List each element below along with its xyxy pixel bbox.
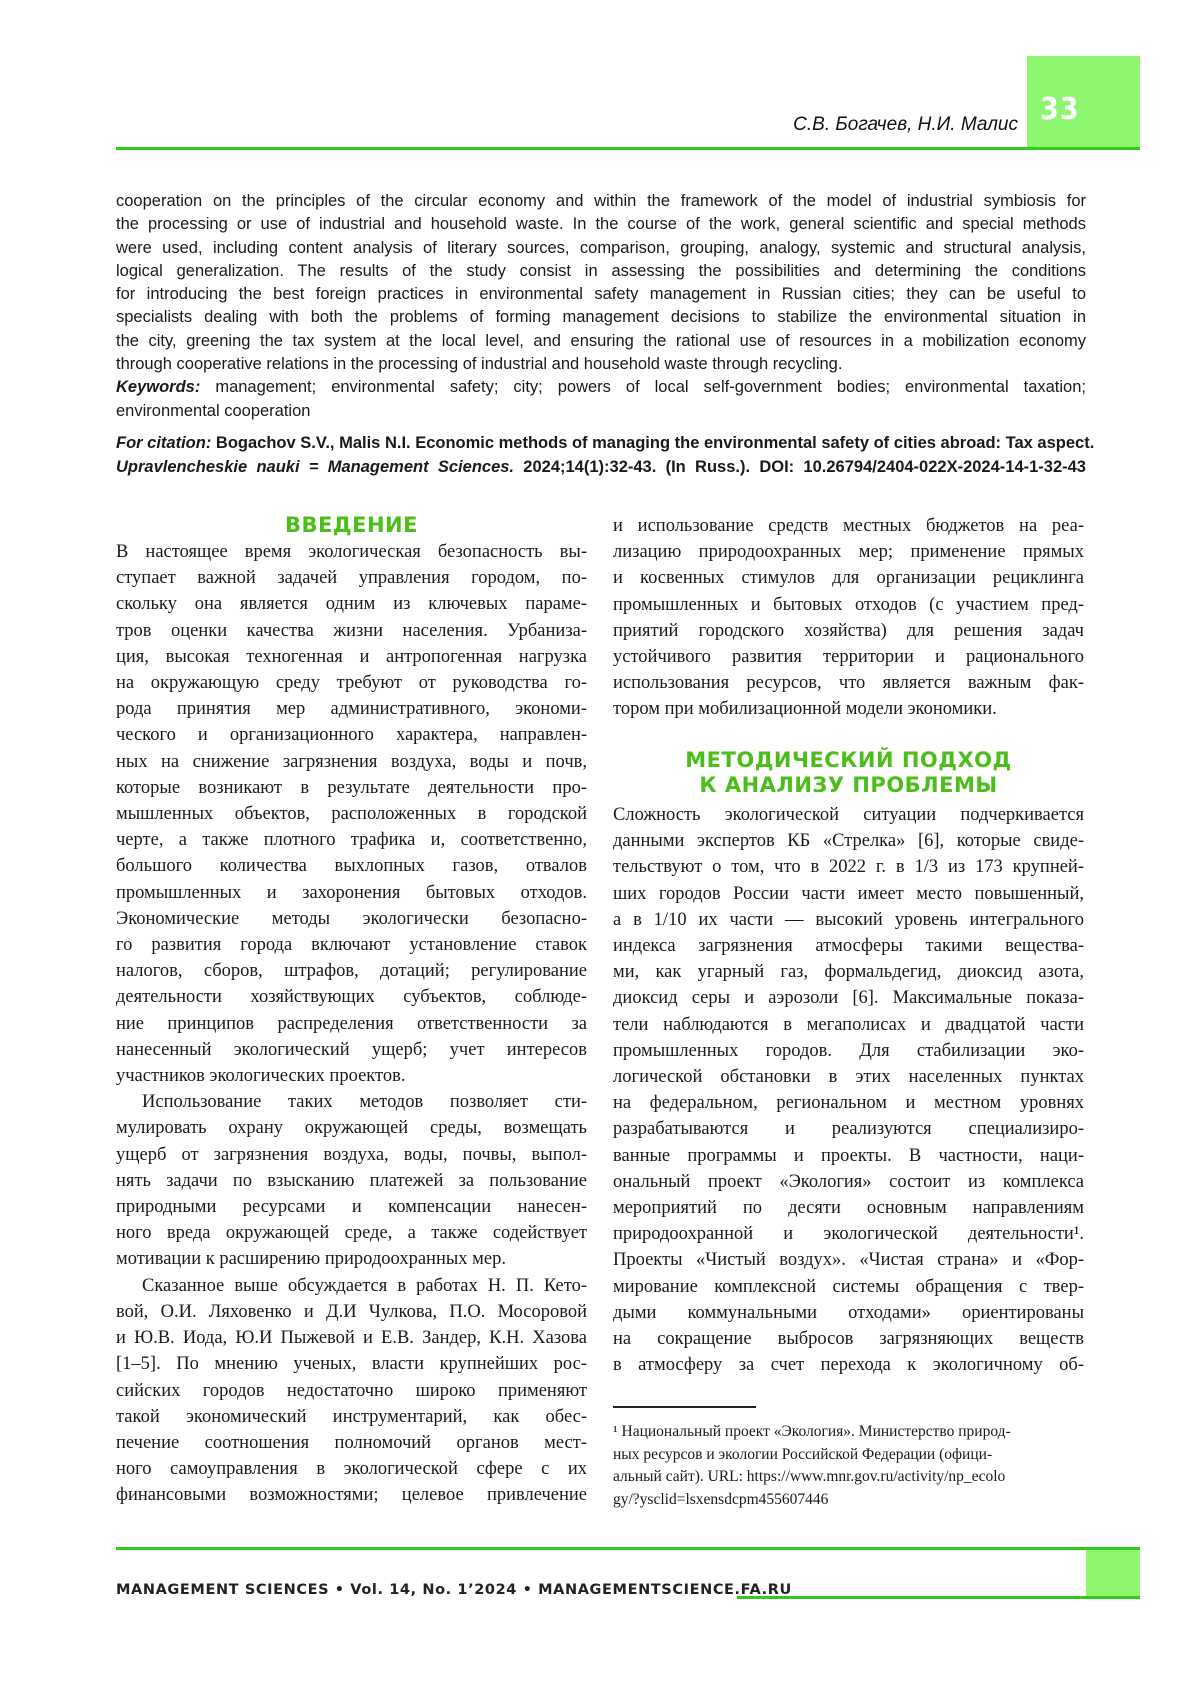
text-line: Экономические методы экологически безопасно- (116, 908, 587, 929)
text-line: природоохранной и экологической деятельности¹. (613, 1224, 1084, 1245)
text-line: cooperation on the principles of the circular economy and within the framework of the model of industrial symbiosis for (116, 192, 1086, 210)
citation (116, 431, 1095, 479)
text-line: logical generalization. The results of the study consist in assessing the possibilities and determining the conditions (116, 261, 1086, 280)
text-line: а в 1/10 их части — высокий уровень интегрального (613, 909, 1084, 930)
text-line: ние принципов распределения ответственности за (116, 1013, 587, 1034)
text-line: нанесенный экологический ущерб; учет интересов (116, 1039, 587, 1060)
text-line: в атмосферу за счет перехода к экологичному об- (613, 1355, 1084, 1376)
text-line: печение соотношения полномочий органов мест- (116, 1432, 587, 1453)
text-line: данными экспертов КБ «Стрелка» [6], которые свиде- (613, 831, 1084, 852)
text-line: ступает важной задачей управления городом, по- (116, 568, 587, 589)
text-line: которые возникают в результате деятельности про- (116, 777, 587, 798)
text-line: through cooperative relations in the processing of industrial and household waste through recycling. (116, 355, 843, 374)
text-line: the city, greening the tax system at the local level, and ensuring the rational use of resources in a mobilization economy (116, 331, 1086, 350)
right-column-method (613, 802, 1084, 1378)
text-line: ного вреда окружающей среде, а также содействует (116, 1223, 587, 1244)
text-line: Проекты «Чистый воздух». «Чистая страна» и «Фор- (613, 1250, 1084, 1271)
heading-line-1: МЕТОДИЧЕСКИЙ ПОДХОД (685, 748, 1012, 772)
text-line: устойчивого развития территории и рационального (613, 647, 1084, 668)
text-line: индекса загрязнения атмосферы такими вещества- (613, 936, 1084, 957)
paragraph (116, 1273, 587, 1509)
text-line: тором при мобилизационной модели экономики. (613, 699, 997, 720)
text-line: черте, а также плотного трафика и, соответственно, (116, 830, 587, 851)
text-line: нять задачи по взысканию платежей за пользование (116, 1170, 587, 1191)
left-column (116, 539, 587, 1509)
text-line: ущерб от загрязнения воздуха, воды, почвы, выпол- (116, 1144, 587, 1165)
text-line: ональный проект «Экология» состоит из комплекса (613, 1171, 1084, 1192)
text-line: и косвенных стимулов для организации рециклинга (613, 568, 1084, 589)
citation-line-1 (116, 431, 1095, 455)
text-line: большого количества выхлопных газов, отвалов (116, 856, 587, 877)
text-line: финансовыми возможностями; целевое привлечение (116, 1485, 587, 1506)
text-line: дыми коммунальными отходами» ориентированы (613, 1302, 1084, 1323)
right-column-continued (613, 513, 1084, 723)
text-line: лизацию природоохранных мер; применение прямых (613, 542, 1084, 563)
keywords-text: management; environmental safety; city; powers of local self-government bodies; environmental taxation; (200, 378, 1086, 397)
text-line: Сказанное выше обсуждается в работах Н. П. Кето- (142, 1275, 587, 1296)
text-line: мулировать охрану окружающей среды, возмещать (116, 1118, 587, 1139)
keywords-line (116, 376, 1086, 399)
text-line: ванные программы и проекты. В частности, наци- (613, 1145, 1084, 1166)
text-line: мотивации к расширению природоохранных мер. (116, 1249, 506, 1270)
paragraph (116, 539, 587, 1089)
text-line: такой экономический инструментарий, как обес- (116, 1406, 587, 1427)
text-line: мышленных объектов, расположенных в городской (116, 804, 587, 825)
text-line: на сокращение выбросов загрязняющих веществ (613, 1329, 1084, 1350)
text-line: скольку она является одним из ключевых параме- (116, 594, 587, 615)
text-line: диоксид серы и аэрозоли [6]. Максимальные показа- (613, 988, 1084, 1009)
footnote (613, 1421, 1084, 1512)
text-line: налогов, сборов, штрафов, дотаций; регулирование (116, 961, 587, 982)
text-line: [1–5]. По мнению ученых, власти крупнейших рос- (116, 1354, 587, 1375)
running-header-authors: С.В. Богачев, Н.И. Малис (793, 114, 1018, 135)
text-line: specialists dealing with both the problems of forming management decisions to stabilize the environmental situation in (116, 308, 1086, 327)
footer-rule (116, 1547, 1140, 1550)
text-line: на окружающую среду требуют от руководства го- (116, 673, 587, 694)
text-line: альный сайт). URL: https://www.mnr.gov.ru/activity/np_ecolo (613, 1468, 1006, 1486)
text-line: деятельности хозяйствующих субъектов, соблюде- (116, 987, 587, 1008)
text-line: ных ресурсов и экологии Российской Федерации (офици- (613, 1445, 993, 1463)
text-line: were used, including content analysis of literary sources, comparison, grouping, analogy, systemic and structural analysis, (116, 238, 1086, 257)
text-line: Использование таких методов позволяет сти- (142, 1092, 587, 1113)
citation-text: Bogachov S.V., Malis N.I. Economic methods of managing the environmental safety of cities abroad: Tax aspect. (211, 434, 1095, 452)
citation-journal: Upravlencheskie nauki = Management Sciences. (116, 458, 515, 476)
text-line: и использование средств местных бюджетов на реа- (613, 516, 1084, 536)
text-line: ция, высокая техногенная и антропогенная нагрузка (116, 646, 587, 667)
text-line: приятий городского хозяйства) для решения задач (613, 620, 1084, 641)
page-number: 33 (1040, 92, 1080, 127)
text-line: рода принятия мер административного, экономи- (116, 699, 587, 720)
text-line: на федеральном, региональном и местном уровнях (613, 1093, 1084, 1114)
citation-doi: 2024;14(1):32-43. (In Russ.). DOI: 10.26794/2404-022X-2024-14-1-32-43 (514, 458, 1086, 476)
footer-box (1086, 1550, 1140, 1598)
text-line: В настоящее время экологическая безопасность вы- (116, 542, 587, 562)
text-line: и Ю.В. Иода, Ю.И Пыжевой и Е.В. Зандер, К.Н. Хазова (116, 1328, 587, 1349)
text-line: вой, О.И. Ляховенко и Д.И Чулкова, П.О. Мосоровой (116, 1301, 587, 1322)
footer-line (737, 1596, 1140, 1599)
text-line: ных на снижение загрязнения воздуха, воды и почв, (116, 751, 587, 772)
text-line: тели наблюдаются в мегаполисах и двадцатой части (613, 1014, 1084, 1035)
text-line: ного самоуправления в экологической сфере с их (116, 1459, 587, 1480)
heading-line-2: К АНАЛИЗУ ПРОБЛЕМЫ (699, 773, 998, 797)
text-line: промышленных и бытовых отходов (с участием пред- (613, 594, 1084, 615)
section-heading-method (613, 748, 1084, 798)
text-line: го развития города включают установление ставок (116, 935, 587, 956)
header-rule (116, 147, 1140, 150)
section-heading-introduction: ВВЕДЕНИЕ (285, 513, 418, 537)
text-line: Сложность экологической ситуации подчеркивается (613, 805, 1084, 825)
paragraph (116, 1089, 587, 1272)
text-line: the processing or use of industrial and household waste. In the course of the work, general scientific and special methods (116, 215, 1086, 234)
text-line: мероприятий по десяти основным направлениям (613, 1198, 1084, 1219)
text-line: ми, как угарный газ, формальдегид, диоксид азота, (613, 962, 1084, 983)
abstract-lines (116, 190, 1086, 376)
text-line: for introducing the best foreign practices in environmental safety management in Russian cities; they can be useful to (116, 285, 1086, 304)
keywords-line-2: environmental cooperation (116, 401, 311, 420)
footnote-rule (613, 1406, 756, 1408)
text-line: мирование комплексной системы обращения с твер- (613, 1276, 1084, 1297)
text-line: промышленных городов. Для стабилизации эко- (613, 1040, 1084, 1061)
citation-label: For citation: (116, 434, 212, 452)
text-line: gy/?ysclid=lsxensdcpm455607446 (613, 1491, 829, 1509)
text-line: ¹ Национальный проект «Экология». Министерство природ- (613, 1423, 1011, 1440)
citation-line-2 (116, 455, 1086, 479)
text-line: использования ресурсов, что является важным фак- (613, 673, 1084, 694)
abstract (116, 190, 1086, 423)
journal-footer: MANAGEMENT SCIENCES • Vol. 14, No. 1’2024 • MANAGEMENTSCIENCE.FA.RU (116, 1582, 792, 1598)
text-line: ческого и организационного характера, направлен- (116, 725, 587, 746)
text-line: ших городов России части имеет место повышенный, (613, 883, 1084, 904)
keywords-label: Keywords: (116, 378, 201, 397)
text-line: участников экологических проектов. (116, 1066, 406, 1087)
text-line: промышленных и захоронения бытовых отходов. (116, 882, 587, 903)
text-line: разрабатываются и реализуются специализиро- (613, 1119, 1084, 1140)
text-line: логической обстановки в этих населенных пунктах (613, 1067, 1084, 1088)
text-line: тров оценки качества жизни населения. Урбаниза- (116, 620, 587, 641)
text-line: тельствуют о том, что в 2022 г. в 1/3 из 173 крупней- (613, 857, 1084, 878)
text-line: природными ресурсами и компенсации нанесен- (116, 1197, 587, 1218)
text-line: сийских городов недостаточно широко применяют (116, 1380, 587, 1401)
